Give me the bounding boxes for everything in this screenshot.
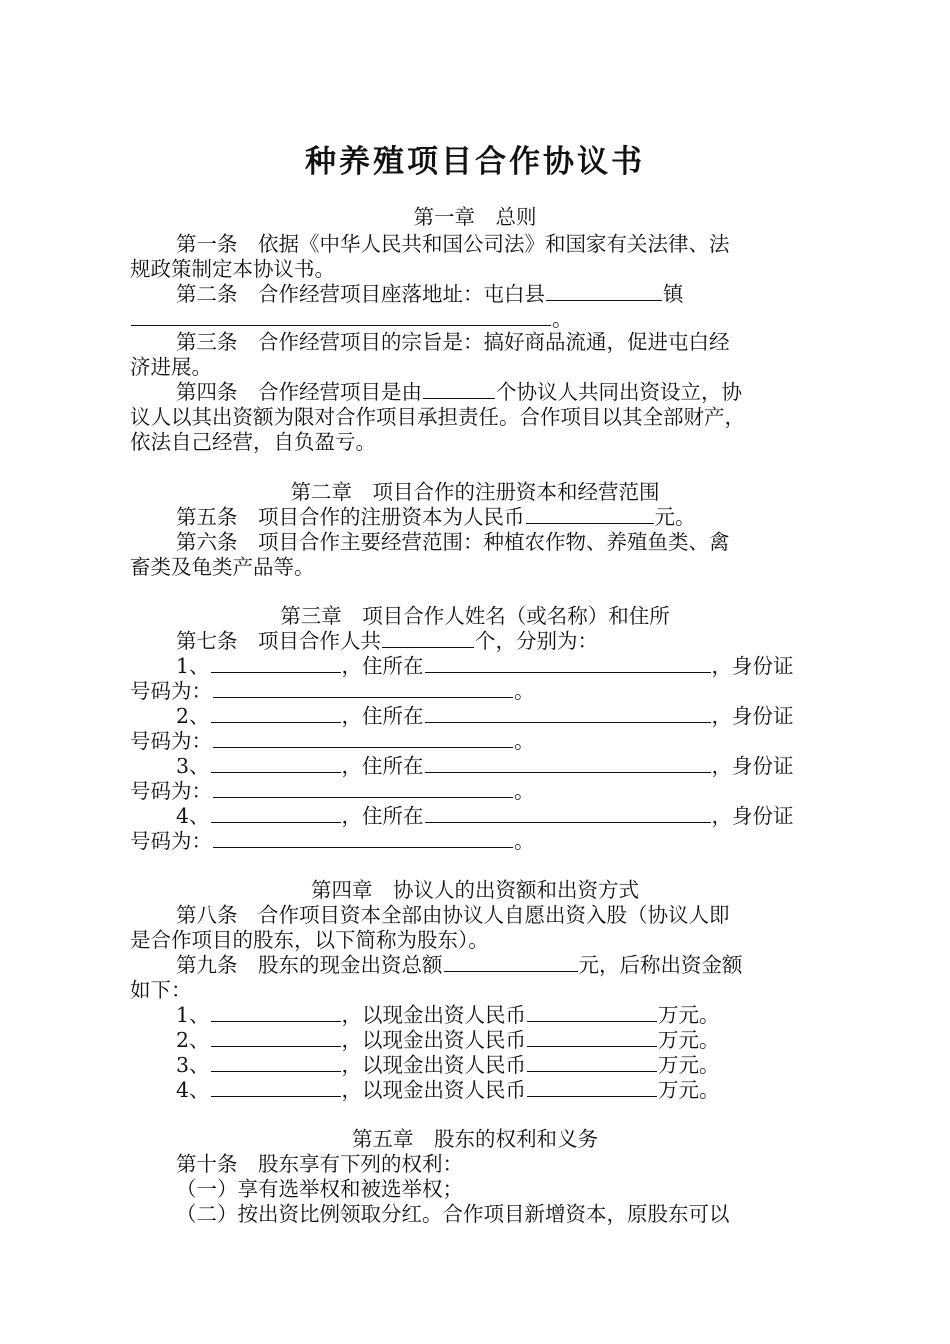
chapter-5-heading: 第五章 股东的权利和义务 bbox=[352, 1127, 598, 1151]
chapter-3-heading: 第三章 项目合作人姓名（或名称）和住所 bbox=[280, 604, 670, 628]
partner-4-id-blank[interactable] bbox=[213, 829, 513, 848]
partner-2-name-blank[interactable] bbox=[211, 704, 341, 723]
article-1-line-2: 规政策制定本协议书。 bbox=[130, 257, 335, 281]
contribution-3-amount-blank[interactable] bbox=[527, 1053, 657, 1072]
partner-1-line-2: 号码为： 。 bbox=[130, 679, 535, 703]
article-6-line-1: 第六条 项目合作主要经营范围：种植农作物、养殖鱼类、禽 bbox=[176, 530, 730, 554]
contribution-4: 4、 ，以现金出资人民币 万元。 bbox=[176, 1078, 720, 1102]
article-3-line-2: 济进展。 bbox=[130, 355, 212, 379]
article-7: 第七条 项目合作人共 个，分别为： bbox=[176, 629, 598, 653]
partner-4-name-blank[interactable] bbox=[211, 804, 341, 823]
article-6-line-2: 畜类及龟类产品等。 bbox=[130, 555, 315, 579]
partner-1-name-blank[interactable] bbox=[211, 654, 341, 673]
town-blank[interactable] bbox=[546, 282, 662, 301]
article-4-line-3: 依法自己经营，自负盈亏。 bbox=[130, 430, 376, 454]
partner-3-id-blank[interactable] bbox=[213, 779, 513, 798]
partner-4-line-1: 4、 ，住所在 ，身份证 bbox=[176, 804, 794, 828]
article-3-line-1: 第三条 合作经营项目的宗旨是：搞好商品流通，促进屯白经 bbox=[176, 330, 730, 354]
contribution-1: 1、 ，以现金出资人民币 万元。 bbox=[176, 1003, 720, 1027]
partner-1-line-1: 1、 ，住所在 ，身份证 bbox=[176, 654, 794, 678]
chapter-1-heading: 第一章 总则 bbox=[413, 205, 537, 229]
partner-1-address-blank[interactable] bbox=[425, 654, 711, 673]
contribution-3-name-blank[interactable] bbox=[211, 1053, 341, 1072]
investor-count-blank[interactable] bbox=[423, 380, 495, 399]
partner-3-name-blank[interactable] bbox=[211, 754, 341, 773]
partner-1-id-blank[interactable] bbox=[213, 679, 513, 698]
address-blank[interactable] bbox=[131, 307, 551, 326]
partner-4-address-blank[interactable] bbox=[425, 804, 711, 823]
article-2-line-1: 第二条 合作经营项目座落地址：屯白县 镇 bbox=[176, 282, 684, 306]
article-4-line-2: 议人以其出资额为限对合作项目承担责任。合作项目以其全部财产， bbox=[130, 405, 745, 429]
article-2-line-2: 。 bbox=[130, 307, 830, 332]
total-cash-blank[interactable] bbox=[444, 953, 578, 972]
partner-count-blank[interactable] bbox=[382, 629, 474, 648]
chapter-4-heading: 第四章 协议人的出资额和出资方式 bbox=[311, 878, 639, 902]
partner-2-address-blank[interactable] bbox=[425, 704, 711, 723]
article-10: 第十条 股东享有下列的权利： bbox=[176, 1152, 463, 1176]
document-title: 种养殖项目合作协议书 bbox=[305, 144, 645, 180]
right-2: （二）按出资比例领取分红。合作项目新增资本，原股东可以 bbox=[176, 1202, 730, 1226]
partner-3-address-blank[interactable] bbox=[425, 754, 711, 773]
chapter-2-heading: 第二章 项目合作的注册资本和经营范围 bbox=[290, 480, 660, 504]
contribution-2-amount-blank[interactable] bbox=[527, 1028, 657, 1047]
article-5: 第五条 项目合作的注册资本为人民币 元。 bbox=[176, 505, 696, 529]
contribution-4-amount-blank[interactable] bbox=[527, 1078, 657, 1097]
contribution-3: 3、 ，以现金出资人民币 万元。 bbox=[176, 1053, 720, 1077]
article-4-line-1: 第四条 合作经营项目是由 个协议人共同出资设立，协 bbox=[176, 380, 742, 404]
partner-2-line-2: 号码为： 。 bbox=[130, 729, 535, 753]
article-8-line-2: 是合作项目的股东，以下简称为股东）。 bbox=[130, 928, 489, 952]
partner-2-line-1: 2、 ，住所在 ，身份证 bbox=[176, 704, 794, 728]
article-9-line-1: 第九条 股东的现金出资总额 元，后称出资金额 bbox=[176, 953, 743, 977]
partner-4-line-2: 号码为： 。 bbox=[130, 829, 535, 853]
article-9-line-2: 如下： bbox=[130, 978, 192, 1002]
contribution-1-amount-blank[interactable] bbox=[527, 1003, 657, 1022]
partner-3-line-1: 3、 ，住所在 ，身份证 bbox=[176, 754, 794, 778]
contribution-4-name-blank[interactable] bbox=[211, 1078, 341, 1097]
partner-3-line-2: 号码为： 。 bbox=[130, 779, 535, 803]
article-8-line-1: 第八条 合作项目资本全部由协议人自愿出资入股（协议人即 bbox=[176, 903, 730, 927]
partner-2-id-blank[interactable] bbox=[213, 729, 513, 748]
article-1-line-1: 第一条 依据《中华人民共和国公司法》和国家有关法律、法 bbox=[176, 232, 730, 256]
contribution-2: 2、 ，以现金出资人民币 万元。 bbox=[176, 1028, 720, 1052]
right-1: （一）享有选举权和被选举权； bbox=[176, 1177, 463, 1201]
registered-capital-blank[interactable] bbox=[526, 505, 654, 524]
contribution-1-name-blank[interactable] bbox=[211, 1003, 341, 1022]
contribution-2-name-blank[interactable] bbox=[211, 1028, 341, 1047]
